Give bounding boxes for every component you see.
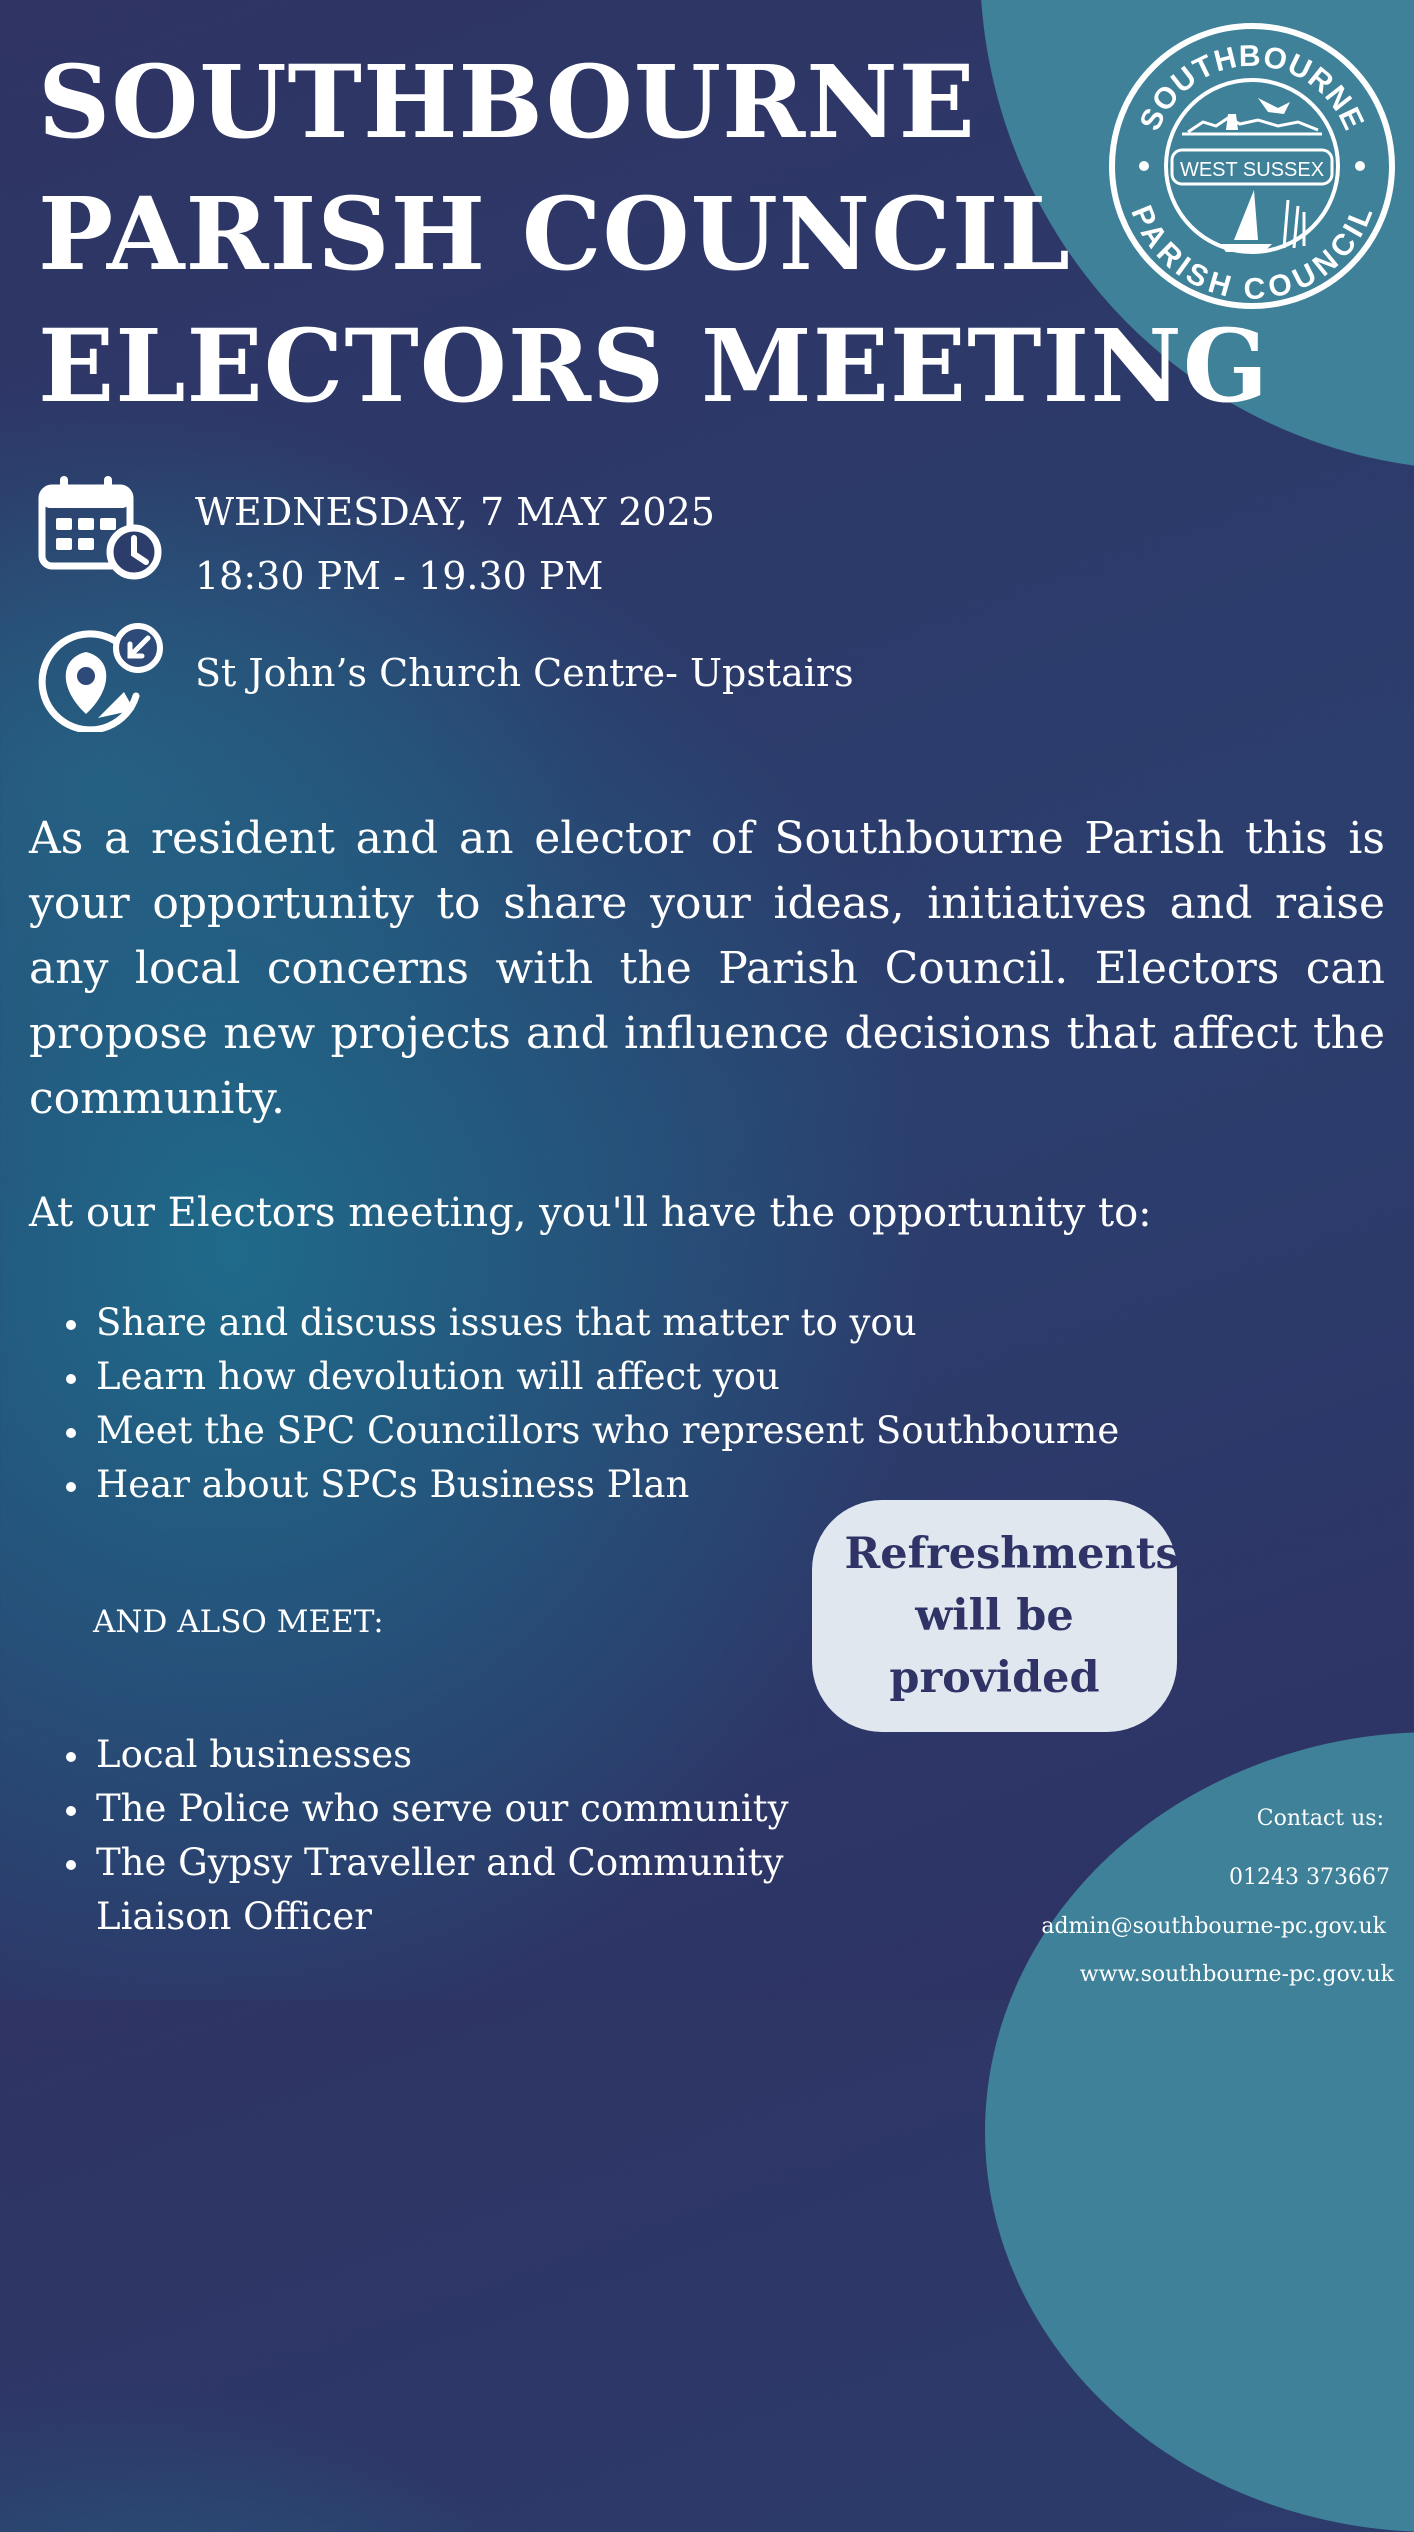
contact-phone[interactable]: 01243 373667 [1229, 1865, 1390, 1890]
event-date: WEDNESDAY, 7 MAY 2025 [195, 490, 715, 534]
opportunities-list [44, 1296, 1119, 1512]
contact-label: Contact us: [1256, 1806, 1384, 1831]
contact-website-link[interactable]: www.southbourne-pc.gov.uk [1079, 1962, 1394, 1987]
seal-top-text: SOUTHBOURNE [1133, 39, 1371, 136]
event-time: 18:30 PM - 19.30 PM [195, 554, 604, 598]
event-venue: St John’s Church Centre- Upstairs [195, 651, 854, 695]
list-item: Meet the SPC Councillors who represent Southbourne [44, 1404, 1119, 1458]
contact-email-link[interactable]: admin@southbourne-pc.gov.uk [1041, 1914, 1386, 1939]
title-line-2: PARISH COUNCIL [38, 175, 1071, 293]
list-item-continuation: Liaison Officer [96, 1895, 372, 1938]
calendar-clock-icon [38, 474, 164, 584]
refreshments-badge [812, 1500, 1180, 1732]
list-item: Local businesses [44, 1728, 789, 1782]
intro-paragraph: As a resident and an elector of Southbourne Parish this is your opportunity to share your ideas, initiatives and raise any local concerns with the Parish Council. Electors can propose new projects and influence decisions that affect the community. [29, 813, 1385, 1124]
list-item: Share and discuss issues that matter to you [44, 1296, 1119, 1350]
list-item: Learn how devolution will affect you [44, 1350, 1119, 1404]
page-title [38, 36, 1269, 432]
also-meet-list [44, 1728, 789, 1944]
title-line-3: ELECTORS MEETING [38, 307, 1270, 425]
seal-bottom-text: PARISH COUNCIL [1124, 200, 1380, 307]
list-item: Hear about SPCs Business Plan [44, 1458, 1119, 1512]
seal-middle-text: WEST SUSSEX [1179, 159, 1325, 181]
list-item: The Gypsy Traveller and Community [44, 1836, 789, 1890]
bottom-right-corner-shape [985, 1732, 1414, 2532]
refreshments-text: Refreshments will be provided [844, 1529, 1180, 1703]
opportunities-lead: At our Electors meeting, you'll have the opportunity to: [29, 1190, 1152, 1236]
title-line-1: SOUTHBOURNE [38, 43, 976, 161]
also-meet-heading: AND ALSO MEET: [93, 1604, 384, 1640]
list-item: The Police who serve our community [44, 1782, 789, 1836]
location-pin-icon [38, 622, 166, 732]
